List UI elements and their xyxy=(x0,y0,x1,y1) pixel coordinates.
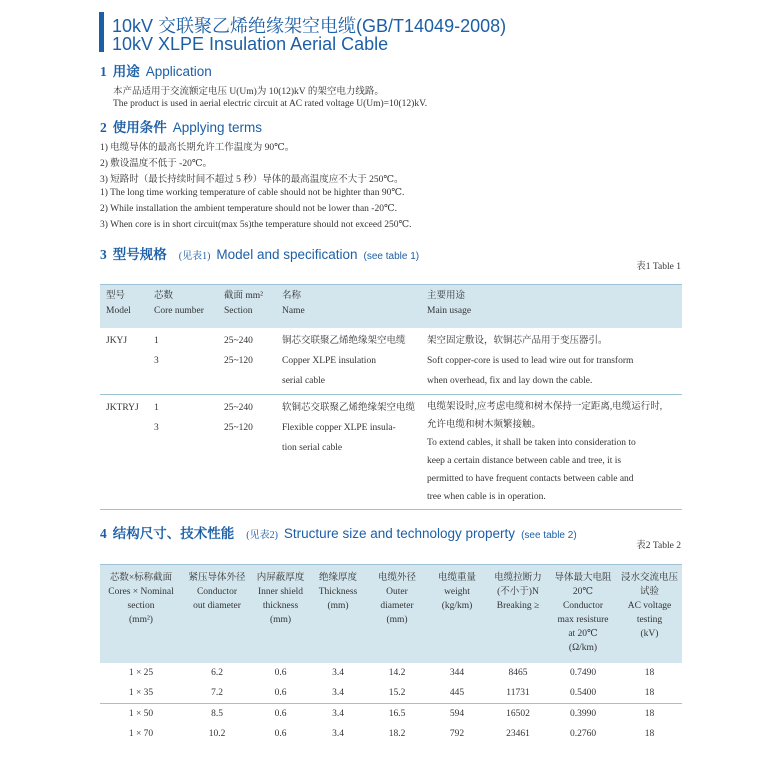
cell-value: 3.4 xyxy=(332,688,344,698)
header-main-usage: 主要用途 Main usage xyxy=(427,291,472,316)
table-row xyxy=(100,395,682,510)
cell-value: 16502 xyxy=(506,709,530,719)
table-row xyxy=(100,704,682,725)
term-line: 1) The long time working temperature of cable should not be highter than 90℃. xyxy=(100,188,405,198)
table-header-row xyxy=(100,565,682,664)
section-title-en: Application xyxy=(145,64,212,79)
cell-value: 18 xyxy=(644,729,655,739)
application-text-en: The product is used in aerial electric circuit at AC rated voltage U(Um)=10(12)kV. xyxy=(113,99,428,109)
page-title-en: 10kV XLPE Insulation Aerial Cable xyxy=(112,34,389,54)
header-weight: 电缆重量 weight (kg/km) xyxy=(437,573,476,611)
cell-value: 0.6 xyxy=(274,729,287,739)
section-heading-structure xyxy=(100,522,577,542)
cell-value: 1 × 25 xyxy=(128,668,154,678)
header-breaking-force: 电缆拉断力 (不小于)N Breaking ≥ xyxy=(494,573,542,611)
cell-value: 16.5 xyxy=(388,709,406,719)
table-row xyxy=(100,328,682,395)
header-cores-section: 芯数×标称截面 Cores × Nominal section (mm²) xyxy=(108,573,174,625)
cell-value: 445 xyxy=(449,688,465,698)
section-note-en: (see table 2) xyxy=(521,530,577,541)
cell-sections: 25~240 25~120 xyxy=(224,403,253,433)
cell-value: 18 xyxy=(644,688,655,698)
section-number: 1 xyxy=(100,64,107,79)
term-line: 1) 电缆导体的最高长期允许工作温度为 90℃。 xyxy=(100,143,295,153)
cell-value: 6.2 xyxy=(211,668,223,678)
cell-value: 3.4 xyxy=(332,668,344,678)
header-outer-diameter: 电缆外径 Outer diameter (mm) xyxy=(377,573,416,625)
term-line: 3) 短路时（最长持续时间不超过 5 秒）导体的最高温度应不大于 250℃。 xyxy=(100,175,404,185)
header-section: 截面 mm² Section xyxy=(224,291,264,316)
table-header-row xyxy=(100,285,682,329)
cell-value: 344 xyxy=(449,668,465,678)
cell-value: 8.5 xyxy=(211,709,223,719)
application-text-cn: 本产品适用于交流额定电压 U(Um)为 10(12)kV 的架空电力线路。 xyxy=(113,87,384,97)
cell-sections: 25~240 25~120 xyxy=(224,336,253,366)
cell-model: JKYJ xyxy=(106,336,128,346)
header-ac-voltage: 浸水交流电压 试验 AC voltage testing (kV) xyxy=(620,573,678,639)
cell-name: 软铜芯交联聚乙烯绝缘架空电缆 Flexible copper XLPE insula- tion serial cable xyxy=(282,403,416,453)
section-title-cn: 用途 xyxy=(112,64,140,79)
cell-value: 0.2760 xyxy=(569,729,597,739)
cell-value: 11731 xyxy=(506,688,530,698)
section-heading-application xyxy=(100,60,212,80)
section-note-en: (see table 1) xyxy=(363,251,420,262)
cell-value: 14.2 xyxy=(388,668,406,678)
cell-value: 1 × 70 xyxy=(128,729,154,739)
term-line: 3) When core is in short circuit(max 5s)the temperature should not exceed 250℃. xyxy=(100,220,412,230)
cell-value: 3.4 xyxy=(332,729,344,739)
page-title-cn: 10kV 交联聚乙烯绝缘架空电缆(GB/T14049-2008) xyxy=(112,16,507,36)
table-row xyxy=(100,663,682,683)
header-model: 型号 Model xyxy=(106,291,131,316)
section-title-cn: 型号规格 xyxy=(112,247,167,262)
cell-cores: 1 3 xyxy=(154,336,159,366)
header-max-resistance: 导体最大电阻 20℃ Conductor max resisture at 20℃ (Ω/km) xyxy=(554,573,612,653)
structure-property-table xyxy=(100,564,682,744)
cell-cores: 1 3 xyxy=(154,403,159,433)
cell-value: 792 xyxy=(449,729,465,739)
cell-value: 18 xyxy=(644,668,655,678)
term-line: 2) While installation the ambient temperature should not be lower than -20℃. xyxy=(100,204,397,214)
cell-value: 0.3990 xyxy=(569,709,597,719)
cell-value: 0.7490 xyxy=(569,668,597,678)
cell-value: 0.6 xyxy=(274,688,287,698)
table1-caption: 表1 Table 1 xyxy=(636,262,681,272)
cell-value: 0.6 xyxy=(274,668,287,678)
cell-value: 10.2 xyxy=(208,729,226,739)
cell-value: 3.4 xyxy=(332,709,344,719)
section-heading-terms xyxy=(100,116,262,136)
cell-usage: 架空固定敷设，软铜芯产品用于变压器引。 Soft copper-core is used to lead wire out for transform when overhead, fix and lay down the cable. xyxy=(427,336,634,386)
section-heading-model xyxy=(100,243,419,263)
cell-value: 15.2 xyxy=(388,688,406,698)
header-name: 名称 Name xyxy=(282,291,305,316)
table-row xyxy=(100,724,682,744)
title-accent-bar xyxy=(99,12,104,52)
cell-usage: 电缆架设时,应考虑电缆和树木保持一定距离,电缆运行时, 允许电缆和树木频繁接触。 To extend cables, it shall be taken into consideration to keep a certain distance between cable and tree, it is permitted to have frequent contacts between cable and tree when cable is in operation. xyxy=(427,402,663,502)
cell-value: 18 xyxy=(644,709,655,719)
cell-value: 8465 xyxy=(508,668,528,678)
section-title-en: Structure size and technology property xyxy=(283,526,516,541)
header-conductor-diameter: 紧压导体外径 Conductor out diameter xyxy=(188,573,246,611)
section-note-cn: (见表1) xyxy=(178,251,211,262)
cell-model: JKTRYJ xyxy=(106,403,139,413)
header-insulation-thickness: 绝缘厚度 Thickness (mm) xyxy=(318,573,358,611)
cell-value: 0.6 xyxy=(274,709,287,719)
cell-name: 铜芯交联聚乙烯绝缘架空电缆 Copper XLPE insulation serial cable xyxy=(282,336,406,386)
table2-caption: 表2 Table 2 xyxy=(636,541,681,551)
cell-value: 0.5400 xyxy=(569,688,597,698)
header-core-number: 芯数 Core number xyxy=(154,291,204,316)
model-spec-table xyxy=(100,284,682,510)
section-number: 4 xyxy=(100,526,107,541)
section-title-cn: 结构尺寸、技术性能 xyxy=(112,526,235,541)
cell-value: 1 × 35 xyxy=(128,688,154,698)
section-number: 2 xyxy=(100,120,107,135)
cell-value: 23461 xyxy=(506,729,530,739)
cell-value: 18.2 xyxy=(388,729,406,739)
section-note-cn: (见表2) xyxy=(246,530,278,541)
cell-value: 7.2 xyxy=(211,688,223,698)
term-line: 2) 敷设温度不低于 -20℃。 xyxy=(100,159,212,169)
section-number: 3 xyxy=(100,247,107,262)
cell-value: 1 × 50 xyxy=(128,709,154,719)
cell-value: 594 xyxy=(449,709,465,719)
header-inner-shield: 内屏蔽厚度 Inner shield thickness (mm) xyxy=(256,573,305,625)
section-title-en: Model and specification xyxy=(216,247,358,262)
section-title-cn: 使用条件 xyxy=(112,120,167,135)
table-row xyxy=(100,683,682,704)
section-title-en: Applying terms xyxy=(172,120,263,135)
